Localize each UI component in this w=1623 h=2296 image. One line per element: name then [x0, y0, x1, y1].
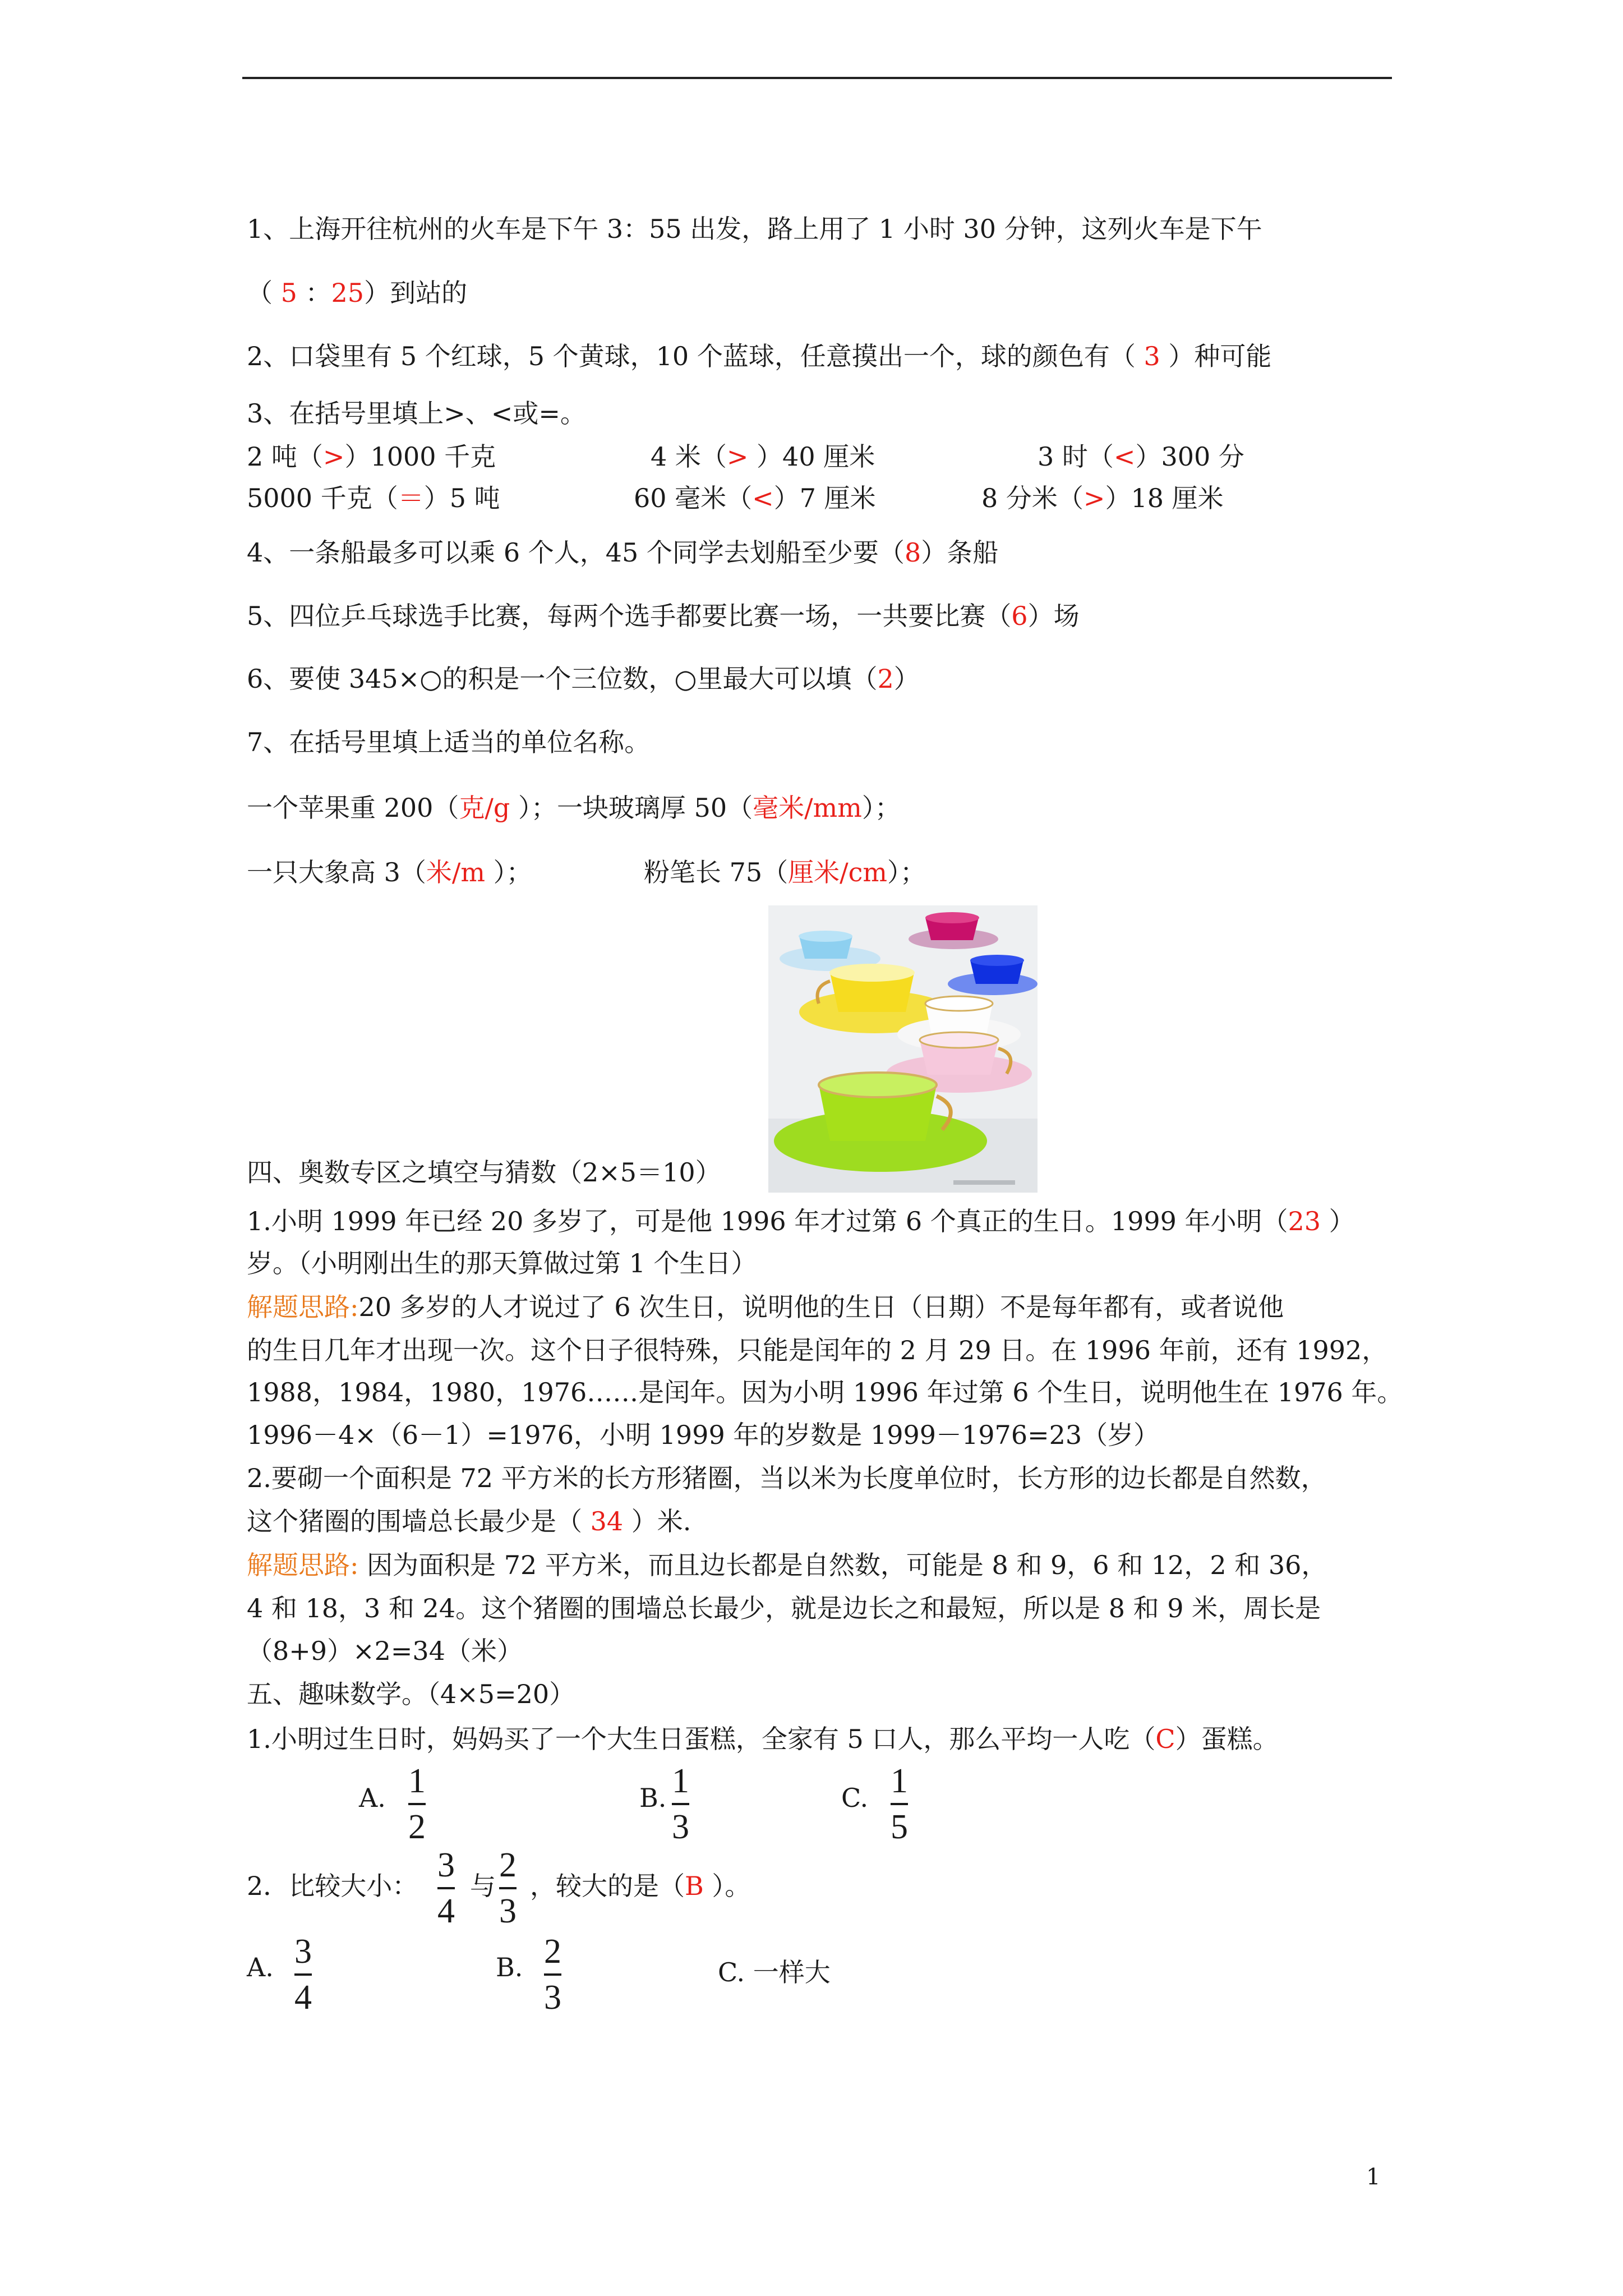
- section-5-title: 五、趣味数学。（4×5=20）: [247, 1679, 575, 1709]
- question-1: 1、上海开往杭州的火车是下午 3：55 出发，路上用了 1 小时 30 分钟，这列火车是下午: [247, 214, 1262, 244]
- fraction: 1 5: [891, 1762, 908, 1846]
- compare-item: 8 分米（>）18 厘米: [981, 483, 1224, 513]
- compare-item: 60 毫米（<）7 厘米: [634, 483, 876, 513]
- question-2: 2、口袋里有 5 个红球，5 个黄球，10 个蓝球，任意摸出一个，球的颜色有（ 3 ）种可能: [247, 341, 1272, 371]
- question-4: 4、一条船最多可以乘 6 个人，45 个同学去划船至少要（8）条船: [247, 537, 999, 568]
- compare-item: 4 米（> ）40 厘米: [651, 441, 875, 472]
- fun-q2-mid: 与: [470, 1871, 496, 1901]
- fun-q1: 1.小明过生日时，妈妈买了一个大生日蛋糕，全家有 5 口人，那么平均一人吃（C）蛋糕。: [247, 1724, 1279, 1754]
- olympiad-q1: 1.小明 1999 年已经 20 多岁了，可是他 1996 年才过第 6 个真正的生日。1999 年小明（23 ）: [247, 1206, 1355, 1236]
- solution-1-line-3: 1988，1984，1980，1976……是闰年。因为小明 1996 年过第 6 个生日，说明他生在 1976 年。: [247, 1377, 1403, 1407]
- question-5: 5、四位乒乓球选手比赛，每两个选手都要比赛一场，一共要比赛（6）场: [247, 601, 1080, 631]
- compare-item: 3 时（<）300 分: [1038, 441, 1244, 472]
- solution-1-line-4: 1996－4×（6－1）=1976，小明 1999 年的岁数是 1999－1976=23（岁）: [247, 1420, 1160, 1450]
- fraction: 2 3: [499, 1846, 517, 1930]
- olympiad-q2: 2.要砌一个面积是 72 平方米的长方形猪圈，当以米为长度单位时，长方形的边长都是自然数，: [247, 1463, 1327, 1493]
- header-rule: [242, 77, 1392, 79]
- fun-q2-prefix: 2．比较大小：: [247, 1871, 418, 1901]
- solution-1-line-2: 的生日几年才出现一次。这个日子很特殊，只能是闰年的 2 月 29 日。在 1996 年前，还有 1992，: [247, 1335, 1388, 1365]
- question-7-line-1: 一个苹果重 200（克/g ）；一块玻璃厚 50（毫米/mm）；: [247, 793, 901, 823]
- solution-2-line-2: 4 和 18，3 和 24。这个猪圈的围墙总长最少，就是边长之和最短，所以是 8 和 9 米，周长是: [247, 1593, 1321, 1623]
- fun-q2-suffix: ，较大的是（B ）。: [530, 1871, 751, 1901]
- olympiad-q2-answer: 这个猪圈的围墙总长最少是（ 34 ）米.: [247, 1506, 691, 1536]
- question-7-title: 7、在括号里填上适当的单位名称。: [247, 727, 651, 757]
- question-1-answer: （ 5 ：25）到站的: [247, 278, 468, 308]
- solution-2-line-3: （8+9）×2=34（米）: [247, 1636, 523, 1666]
- option-label: A.: [247, 1952, 274, 1982]
- fraction: 2 3: [544, 1932, 561, 2017]
- compare-item: 5000 千克（＝）5 吨: [247, 483, 500, 513]
- option-label: B.: [496, 1952, 523, 1982]
- question-7-line-2b: 粉笔长 75（厘米/cm）；: [644, 857, 926, 887]
- page-number: 1: [1366, 2164, 1381, 2190]
- option-label: C.: [841, 1783, 869, 1813]
- option-label: A.: [359, 1783, 386, 1813]
- question-6: 6、要使 345×○的积是一个三位数，○里最大可以填（2）: [247, 664, 920, 694]
- option-label: B.: [639, 1783, 667, 1813]
- compare-item: 2 吨（>）1000 千克: [247, 441, 496, 472]
- option-c-same: C. 一样大: [718, 1957, 831, 1987]
- solution-1-line-1: 解题思路:20 多岁的人才说过了 6 次生日，说明他的生日（日期）不是每年都有，或者说他: [247, 1292, 1284, 1322]
- olympiad-q1-cont: 岁。（小明刚出生的那天算做过第 1 个生日）: [247, 1248, 757, 1278]
- fraction: 3 4: [294, 1932, 312, 2017]
- question-3-title: 3、在括号里填上>、<或=。: [247, 398, 586, 429]
- fraction: 1 3: [672, 1762, 689, 1846]
- teacups-photo: [768, 905, 1038, 1193]
- solution-2-line-1: 解题思路: 因为面积是 72 平方米，而且边长都是自然数，可能是 8 和 9，6 和 12，2 和 36，: [247, 1550, 1327, 1580]
- section-4-title: 四、奥数专区之填空与猜数（2×5＝10）: [247, 1157, 721, 1188]
- fraction: 1 2: [408, 1762, 426, 1846]
- question-7-line-2a: 一只大象高 3（米/m ）；: [247, 857, 532, 887]
- fraction: 3 4: [437, 1846, 455, 1930]
